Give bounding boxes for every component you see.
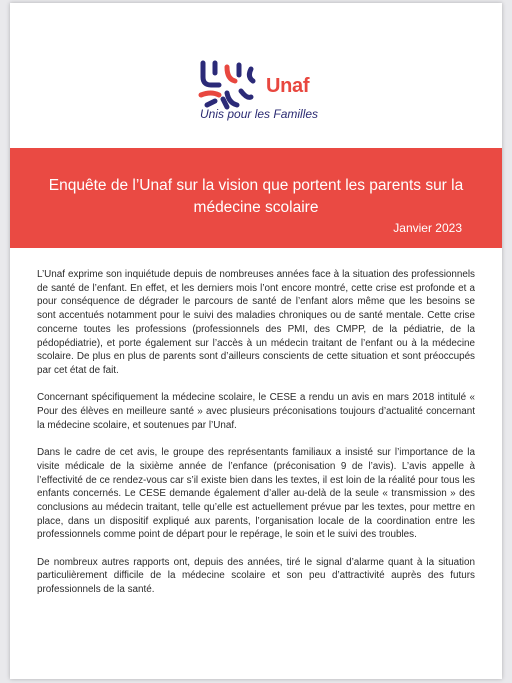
paragraph: L’Unaf exprime son inquiétude depuis de nombreuses années face à la situation des professionnels de santé de l’enfant. En effet, et les derniers mois l’ont encore montré, cette crise est profonde et a pour conséquence de dégrader le parcours de santé de l’enfant alors même que les besoins se sont accentués notamment pour le suivi des maladies chroniques ou de santé mentale. Cette crise concerne toutes les professions (professionnels des PMI, des CMPP, de la pédiatrie, de la pédopédiatrie), et porte également sur l’accès à un médecin traitant de l’enfant ou à la médecine scolaire. De plus en plus de parents sont d’ailleurs conscients de cette situation et sont préoccupés par cet état de fait. <box>37 269 475 376</box>
paragraph: De nombreux autres rapports ont, depuis des années, tiré le signal d’alarme quant à la situation particulièrement difficile de la médecine scolaire et son peu d’attractivité auprès des futurs professionnels de la santé. <box>37 556 475 596</box>
unaf-logo-icon <box>185 55 345 135</box>
title-banner <box>10 148 502 248</box>
document-page <box>10 3 502 679</box>
paragraph: Concernant spécifiquement la médecine scolaire, le CESE a rendu un avis en mars 2018 intitulé « Pour des élèves en meilleure santé » avec plusieurs préconisations toujours d’actualité concernant la médecine scolaire, et soutenues par l’Unaf. <box>37 392 475 431</box>
document-date: Janvier 2023 <box>393 221 462 235</box>
paragraph: Dans le cadre de cet avis, le groupe des représentants familiaux a insisté sur l’importance de la visite médicale de la sixième année de l’enfance (préconisation 9 de l’avis). L’avis appelle à l’effectivité de ce rendez-vous car s’il existe bien dans les textes, il est loin de la réalité pour tous les enfants concernés. Le CESE demande également d’aller au-delà de la seule « transmission » des conclusions au médecin traitant, telle qu’elle est actuellement prévue par les textes, pour mettre en place, dans un dispositif expliqué aux parents, l’organisation locale de la coordination entre les professionnels comme point de départ pour le repérage, le soin et le suivi des troubles. <box>37 447 475 541</box>
logo-tagline: Unis pour les Familles <box>200 107 319 121</box>
document-title: Enquête de l’Unaf sur la vision que portent les parents sur la médecine scolaire <box>48 177 464 216</box>
body-text <box>37 268 475 611</box>
logo-name: Unaf <box>266 75 310 97</box>
